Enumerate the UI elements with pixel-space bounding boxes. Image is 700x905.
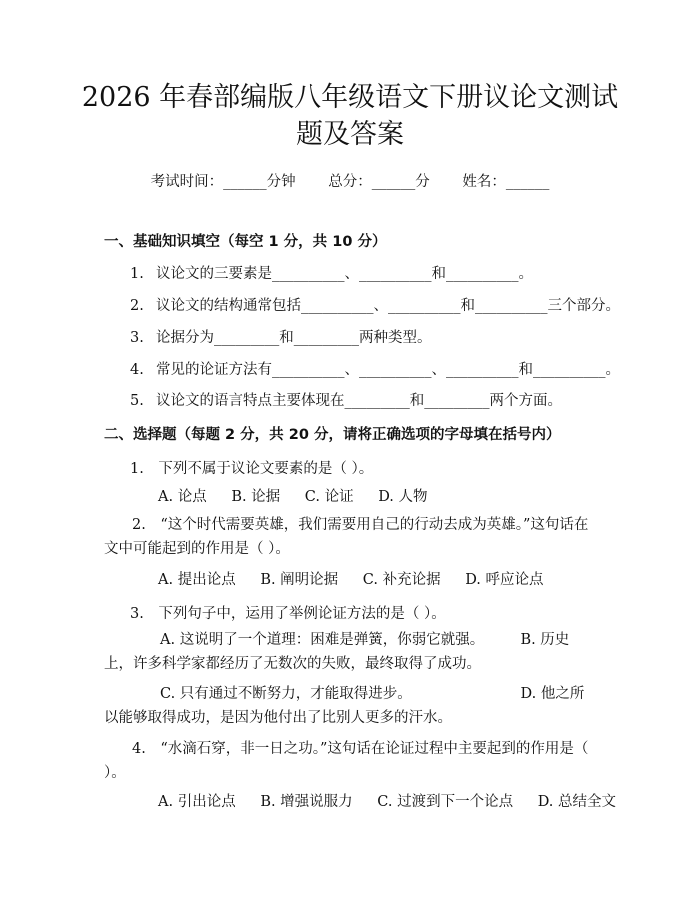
fill-item-3: 3. 论据分为_________和_________两种类型。 (130, 330, 432, 346)
section1-heading: 一、基础知识填空（每空 1 分，共 10 分） (104, 234, 387, 250)
option-a: A. 引出论点 (158, 794, 236, 810)
choice-options-4 (158, 790, 636, 811)
option-d: D. 呼应论点 (465, 572, 544, 588)
fill-item-1: 1. 议论文的三要素是__________、__________和__________。 (130, 266, 533, 282)
choice-question-2: 2. “这个时代需要英雄，我们需要用自己的行动去成为英雄。”这句话在文中可能起到的作用是（ ）。 (104, 517, 589, 557)
page-title-line1: 2026 年春部编版八年级语文下册议论文测试 (81, 82, 619, 113)
fill-item-5: 5. 议论文的语言特点主要体现在_________和_________两个方面。 (130, 393, 562, 409)
choice-question-4: 4. “水滴石穿，非一日之功。”这句话在论证过程中主要起到的作用是（ ）。 (104, 741, 589, 781)
page-title-line2: 题及答案 (296, 119, 404, 150)
fill-item-4: 4. 常见的论证方法有__________、__________、__________和__________。 (130, 362, 620, 378)
option-c: C. 过渡到下一个论点 (377, 794, 514, 810)
total-score-field: 总分：______分 (328, 174, 430, 190)
option-b: B. 增强说服力 (260, 794, 353, 810)
section2-heading: 二、选择题（每题 2 分，共 20 分，请将正确选项的字母填在括号内） (104, 427, 561, 443)
choice-question-3: 3. 下列句子中，运用了举例论证方法的是（ ）。 (130, 606, 446, 622)
option-d: D. 人物 (378, 489, 428, 505)
choice-question-1: 1. 下列不属于议论文要素的是（ ）。 (130, 461, 374, 477)
exam-meta (0, 170, 700, 191)
option-a: A. 论点 (158, 489, 207, 505)
exam-time-field: 考试时间：______分钟 (150, 174, 296, 190)
option-b: B. 论据 (231, 489, 281, 505)
fill-item-2: 2. 议论文的结构通常包括__________、__________和__________三个部分。 (130, 298, 620, 314)
option-c: C. 补充论据 (362, 572, 441, 588)
option-d: D. 总结全文 (537, 794, 617, 810)
option-b: B. 阐明论据 (260, 572, 339, 588)
choice-options-2 (158, 568, 564, 589)
option-a: A. 提出论点 (158, 572, 236, 588)
choice-options-3-cd: C. 只有通过不断努力，才能取得进步。 D. 他之所以能够取得成功，是因为他付出了比别人更多的汗水。 (104, 686, 585, 726)
name-field: 姓名：______ (462, 174, 550, 190)
choice-options-1 (158, 485, 448, 506)
choice-options-3-ab: A. 这说明了一个道理：困难是弹簧，你弱它就强。 B. 历史上，许多科学家都经历了无数次的失败，最终取得了成功。 (104, 632, 570, 672)
option-c: C. 论证 (304, 489, 354, 505)
